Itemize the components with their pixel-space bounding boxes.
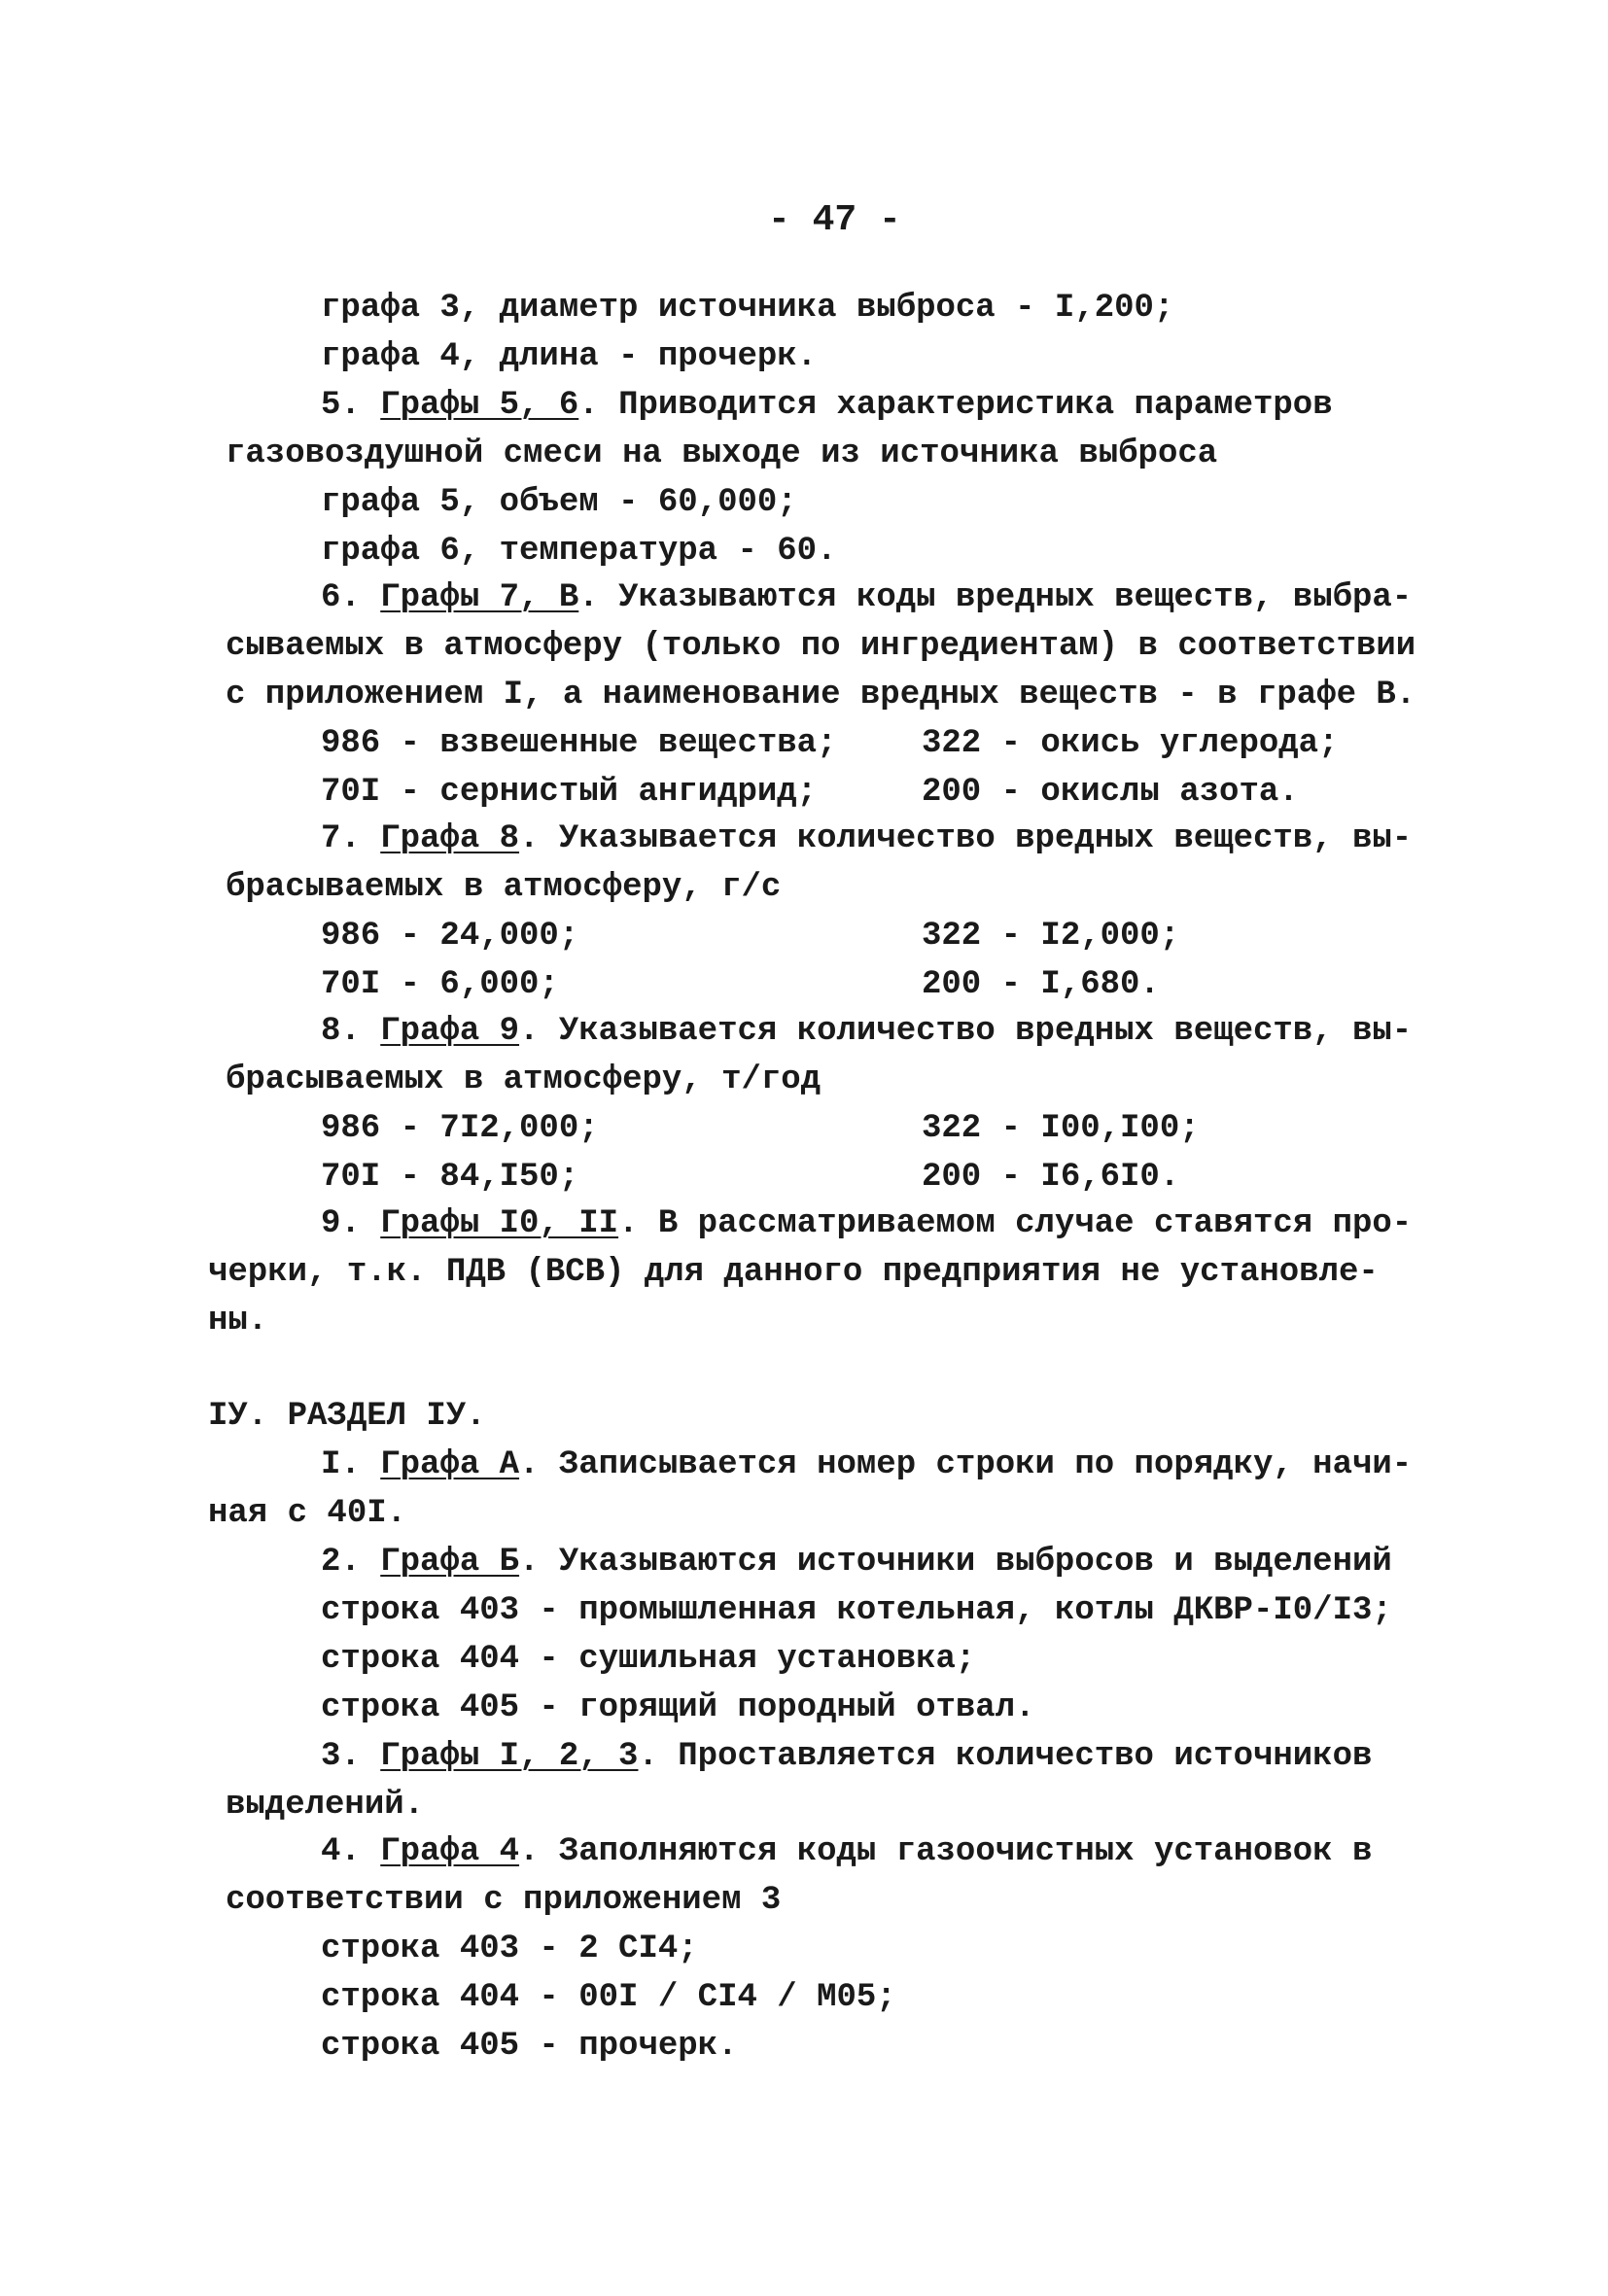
text-line: брасываемых в атмосферу, т/год (226, 1061, 821, 1098)
value-left: 70I - 84,I50; (321, 1159, 579, 1196)
code-right: 322 - окись углерода; (922, 725, 1339, 762)
item-number: 6. (321, 579, 361, 616)
text-line: строка 405 - горящий породный отвал. (321, 1689, 1035, 1726)
text-line: брасываемых в атмосферу, г/с (226, 869, 782, 906)
value-left: 70I - 6,000; (321, 966, 559, 1003)
item-text: . Указывается количество вредных веществ, вы- (519, 820, 1413, 857)
list-item (321, 822, 1412, 855)
column-ref: Графа 8 (380, 820, 520, 857)
item-text: . В рассматриваемом случае ставятся про- (618, 1205, 1413, 1242)
item-text: . Указываются коды вредных веществ, выбра- (578, 579, 1413, 616)
column-ref: Графа А (380, 1446, 520, 1483)
item-text: . Заполняются коды газоочистных установок в (519, 1833, 1373, 1870)
column-ref: Графы 7, В (380, 579, 579, 616)
code-left: 986 - взвешенные вещества; (321, 725, 837, 762)
item-number: 5. (321, 387, 361, 424)
text-line: газовоздушной смеси на выходе из источника выброса (226, 435, 1218, 472)
list-item (321, 1448, 1412, 1481)
value-left: 986 - 24,000; (321, 918, 579, 955)
value-right: 200 - I,680. (922, 966, 1160, 1003)
text-line: сываемых в атмосферу (только по ингредиентам) в соответствии (226, 628, 1416, 665)
item-number: 8. (321, 1013, 361, 1050)
item-number: 7. (321, 820, 361, 857)
text-line: графа 6, температура - 60. (321, 533, 837, 570)
item-text: . Проставляется количество источников (638, 1738, 1373, 1775)
value-right: 322 - I00,I00; (922, 1110, 1200, 1147)
list-item (321, 1835, 1372, 1868)
text-line: строка 403 - промышленная котельная, котлы ДКВР-I0/I3; (321, 1592, 1392, 1629)
section-heading: IУ. РАЗДЕЛ IУ. (208, 1398, 486, 1435)
text-line: графа 4, длина - прочерк. (321, 338, 818, 375)
text-line: графа 3, диаметр источника выброса - I,200; (321, 290, 1174, 327)
text-line: выделений. (226, 1787, 425, 1824)
item-number: 4. (321, 1833, 361, 1870)
list-item (321, 1546, 1392, 1579)
item-number: 3. (321, 1738, 361, 1775)
text-line: строка 405 - прочерк. (321, 2028, 738, 2065)
list-item (321, 1740, 1372, 1773)
text-line: графа 5, объем - 60,000; (321, 484, 797, 521)
column-ref: Графы I, 2, 3 (380, 1738, 639, 1775)
page-number: - 47 - (768, 199, 901, 241)
column-ref: Графа 4 (380, 1833, 520, 1870)
code-right: 200 - окислы азота. (922, 774, 1299, 811)
value-right: 200 - I6,6I0. (922, 1159, 1180, 1196)
item-text: . Приводится характеристика параметров (578, 387, 1333, 424)
text-line: соответствии с приложением 3 (226, 1882, 782, 1919)
item-text: . Указываются источники выбросов и выделений (519, 1544, 1392, 1581)
item-number: I. (321, 1446, 361, 1483)
item-text: . Записывается номер строки по порядку, начи- (519, 1446, 1413, 1483)
item-text: . Указывается количество вредных веществ, вы- (519, 1013, 1413, 1050)
text-line: с приложением I, а наименование вредных веществ - в графе В. (226, 677, 1416, 713)
text-line: ны. (208, 1303, 268, 1339)
list-item (321, 1207, 1412, 1240)
value-left: 986 - 7I2,000; (321, 1110, 599, 1147)
item-number: 2. (321, 1544, 361, 1581)
text-line: строка 404 - сушильная установка; (321, 1641, 976, 1678)
text-line: черки, т.к. ПДВ (ВСВ) для данного предприятия не установле- (208, 1254, 1379, 1291)
code-left: 70I - сернистый ангидрид; (321, 774, 818, 811)
item-number: 9. (321, 1205, 361, 1242)
list-item (321, 389, 1333, 422)
column-ref: Графы 5, 6 (380, 387, 579, 424)
text-line: строка 403 - 2 CI4; (321, 1931, 698, 1967)
column-ref: Графы I0, II (380, 1205, 619, 1242)
value-right: 322 - I2,000; (922, 918, 1180, 955)
text-line: ная с 40I. (208, 1495, 407, 1532)
text-line: строка 404 - 00I / CI4 / M05; (321, 1979, 896, 2016)
list-item (321, 1015, 1412, 1048)
list-item (321, 581, 1412, 614)
column-ref: Графа 9 (380, 1013, 520, 1050)
column-ref: Графа Б (380, 1544, 520, 1581)
